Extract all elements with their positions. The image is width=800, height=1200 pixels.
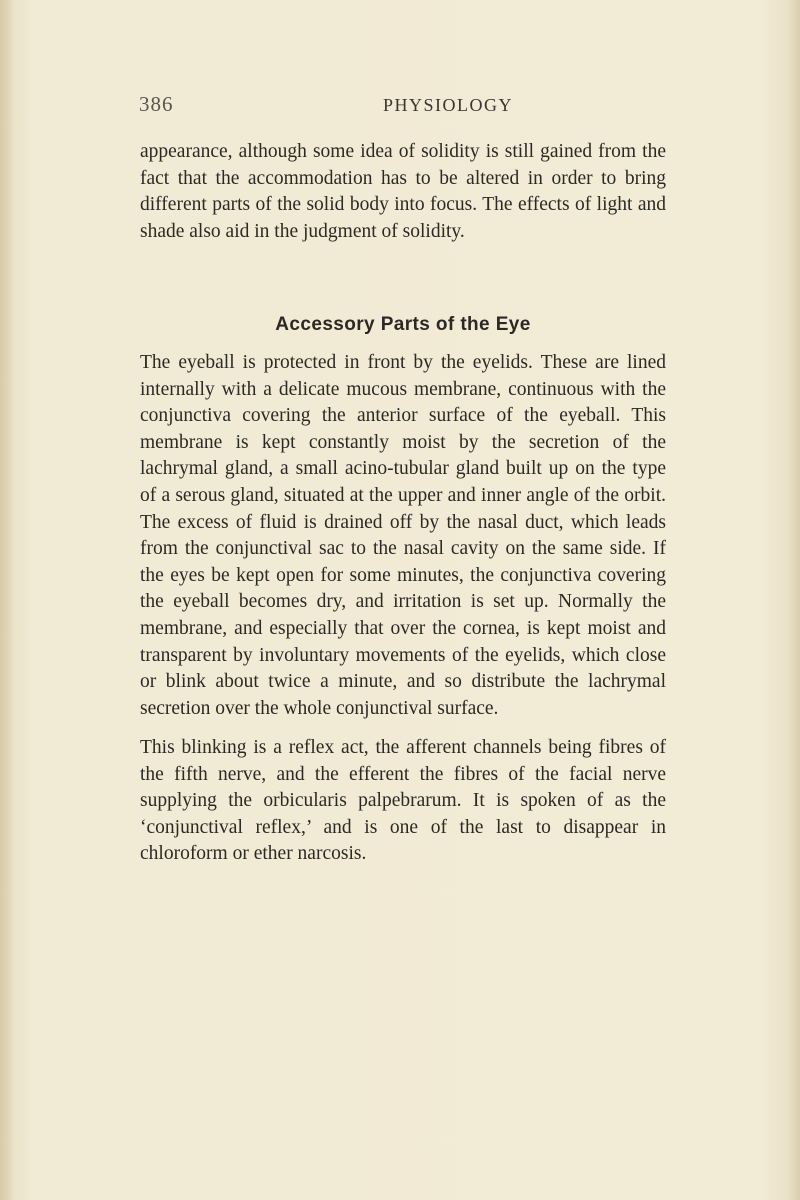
paragraph-continuation: appearance, although some idea of solidity is still gained from the fact that the accommodation has to be altered in order to bring different parts of the solid body into focus. The effects of light and shade also aid in the judgment of solidity. xyxy=(140,141,666,242)
page-number: 386 xyxy=(139,92,174,116)
section-heading: Accessory Parts of the Eye xyxy=(275,314,531,335)
running-title: PHYSIOLOGY xyxy=(383,95,514,115)
page-outer-edge xyxy=(786,0,800,1200)
page-gutter-edge xyxy=(0,0,12,1200)
paragraph-eyelids: The eyeball is protected in front by the eyelids. These are lined internally with a delicate mucous membrane, continuous with the conjunctiva covering the anterior surface of the eyeball. This membrane is kept constantly moist by the secretion of the lachrymal gland, a small acino-tubular gland built up on the type of a serous gland, situated at the upper and inner angle of the orbit. The excess of fluid is drained off by the nasal duct, which leads from the conjunctival sac to the nasal cavity on the same side. If the eyes be kept open for some minutes, the conjunctiva covering the eyeball becomes dry, and irritation is set up. Normally the membrane, and especially that over the cornea, is kept moist and transparent by involuntary movements of the eyelids, which close or blink about twice a minute, and so distribute the lachrymal secretion over the whole conjunctival surface. xyxy=(140,352,666,719)
paragraph-blinking-reflex: This blinking is a reflex act, the afferent channels being fibres of the fifth nerve, and the efferent the fibres of the facial nerve supplying the orbicularis palpebrarum. It is spoken of as the ‘conjunctival reflex,’ and is one of the last to disappear in chloroform or ether narcosis. xyxy=(140,737,666,865)
